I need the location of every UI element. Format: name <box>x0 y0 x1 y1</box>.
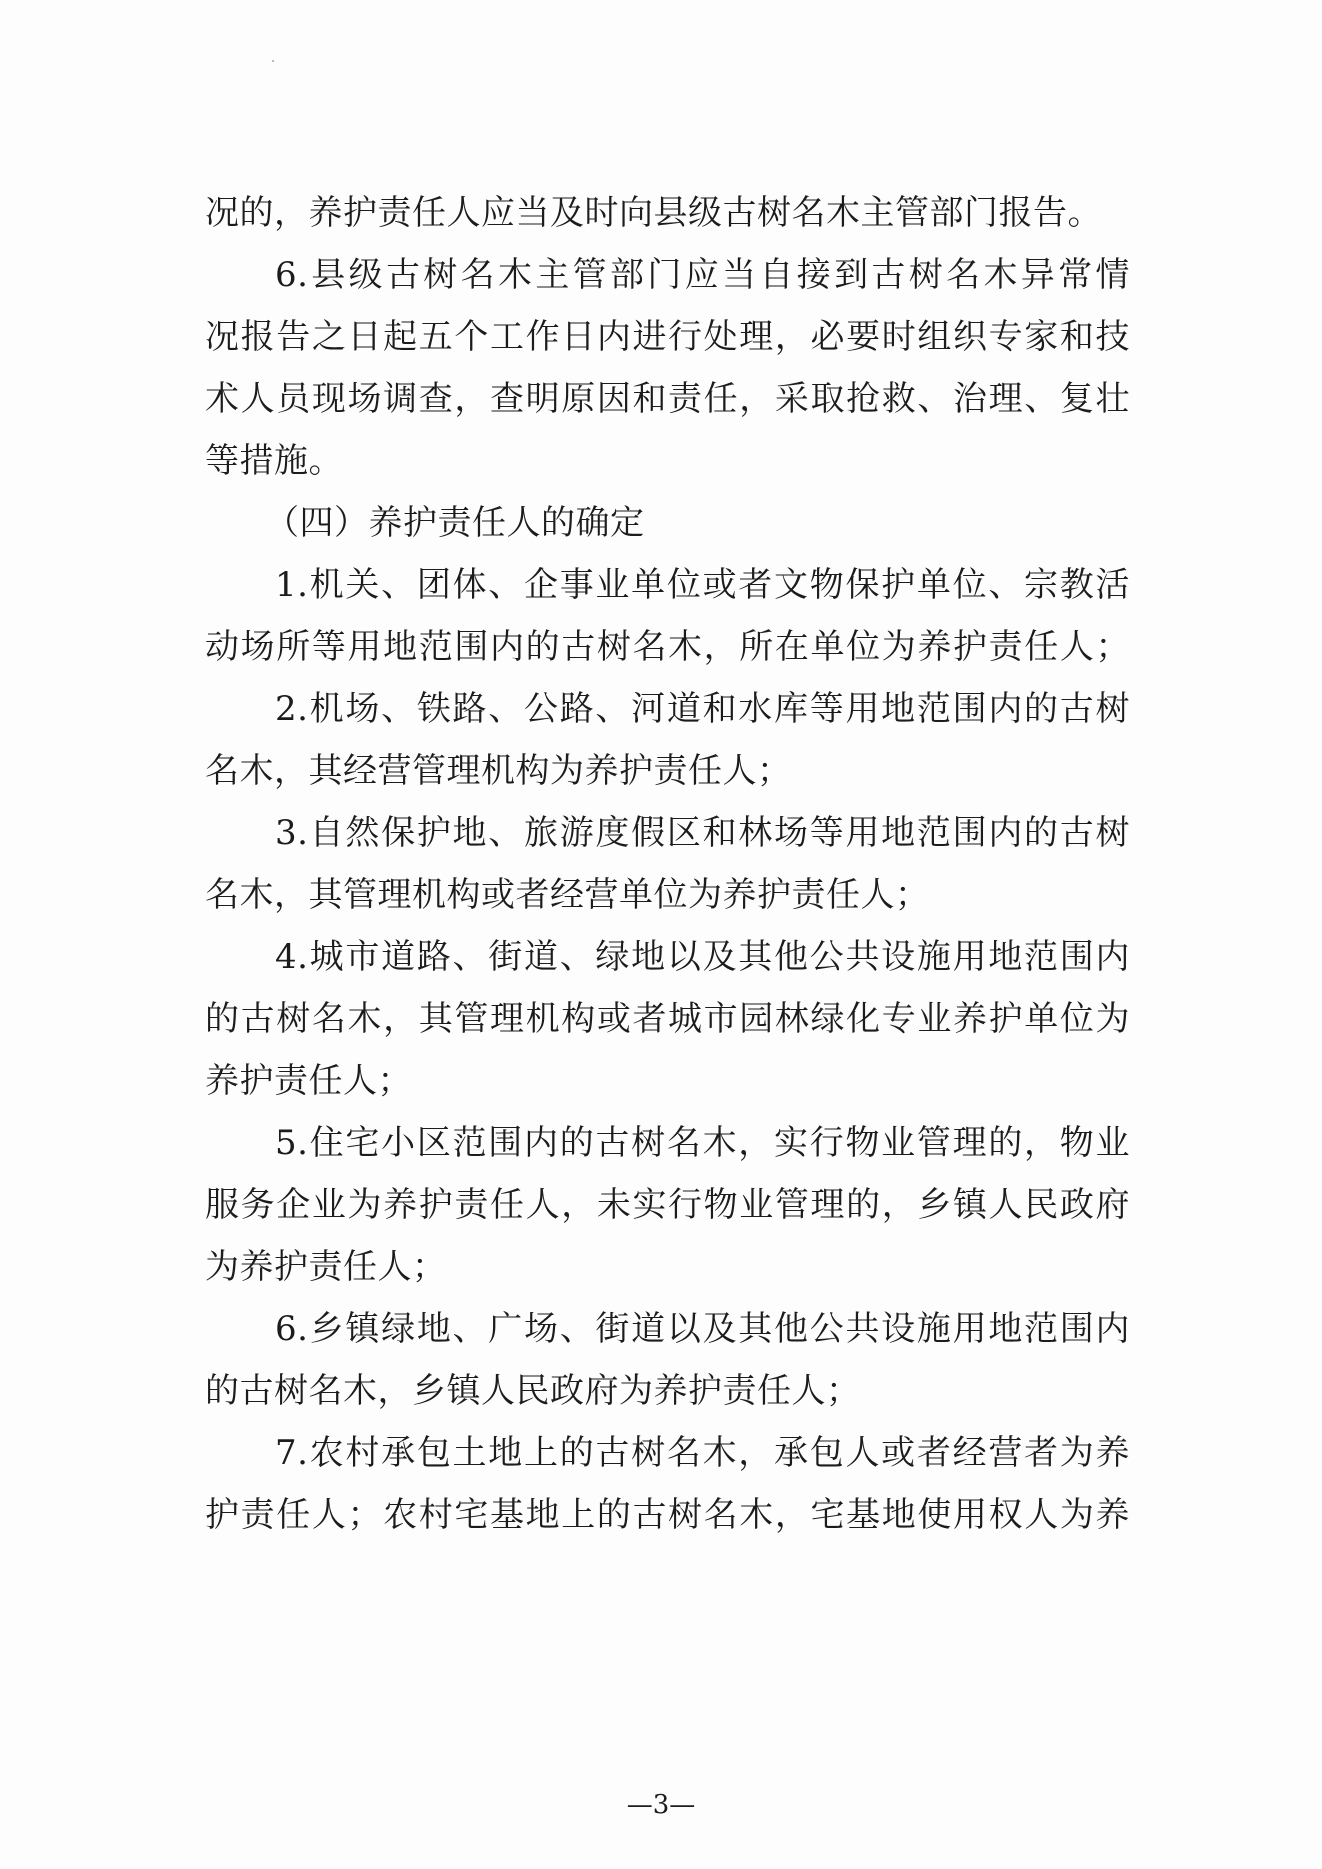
paragraph-line: 的古树名木，其管理机构或者城市园林绿化专业养护单位为 <box>205 999 1130 1039</box>
document-body <box>205 182 1130 1546</box>
scan-artifact <box>272 60 274 62</box>
paragraph-line: 护责任人；农村宅基地上的古树名木，宅基地使用权人为养 <box>205 1495 1130 1535</box>
paragraph-line: 4.城市道路、街道、绿地以及其他公共设施用地范围内 <box>275 937 1130 977</box>
paragraph-line: 名木，其管理机构或者经营单位为养护责任人； <box>205 875 930 915</box>
paragraph-line: 5.住宅小区范围内的古树名木，实行物业管理的，物业 <box>275 1123 1130 1163</box>
paragraph-line: 的古树名木，乡镇人民政府为养护责任人； <box>205 1371 861 1411</box>
paragraph-line: 况报告之日起五个工作日内进行处理，必要时组织专家和技 <box>205 317 1130 357</box>
paragraph-line: 1.机关、团体、企事业单位或者文物保护单位、宗教活 <box>275 565 1130 605</box>
paragraph-line: 为养护责任人； <box>205 1247 447 1287</box>
paragraph-line: 术人员现场调查，查明原因和责任，采取抢救、治理、复壮 <box>205 379 1130 419</box>
paragraph-line: 动场所等用地范围内的古树名木，所在单位为养护责任人； <box>205 627 1130 667</box>
paragraph-line: 名木，其经营管理机构为养护责任人； <box>205 751 792 791</box>
paragraph-line: 6.县级古树名木主管部门应当自接到古树名木异常情 <box>275 255 1130 295</box>
section-heading: （四）养护责任人的确定 <box>265 503 645 543</box>
page-number: —3— <box>626 1790 696 1820</box>
paragraph-line: 2.机场、铁路、公路、河道和水库等用地范围内的古树 <box>275 689 1130 729</box>
paragraph-line: 等措施。 <box>205 441 343 481</box>
paragraph-line: 3.自然保护地、旅游度假区和林场等用地范围内的古树 <box>275 813 1130 853</box>
paragraph-line: 况的，养护责任人应当及时向县级古树名木主管部门报告。 <box>205 193 1102 233</box>
paragraph-line: 6.乡镇绿地、广场、街道以及其他公共设施用地范围内 <box>275 1309 1130 1349</box>
paragraph-line: 养护责任人； <box>205 1061 412 1101</box>
paragraph-line: 7.农村承包土地上的古树名木，承包人或者经营者为养 <box>275 1433 1130 1473</box>
paragraph-line: 服务企业为养护责任人，未实行物业管理的，乡镇人民政府 <box>205 1185 1130 1225</box>
